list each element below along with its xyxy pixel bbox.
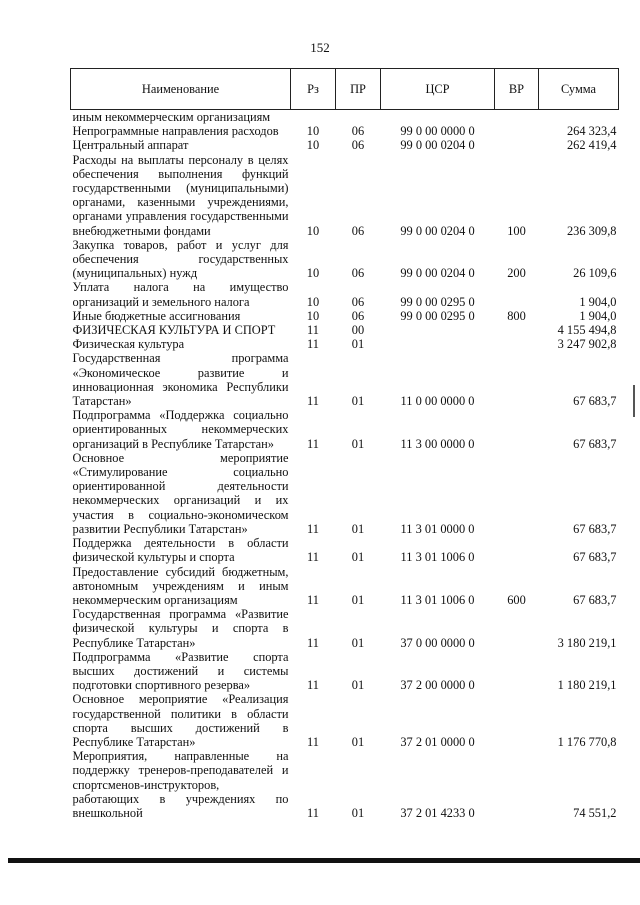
table-row — [71, 280, 619, 308]
cell-name: Предоставление субсидий бюджетным, автономным учреждениям и иным некоммерческим организациям — [72, 564, 289, 607]
table-row — [71, 337, 619, 351]
cell-csr: 37 0 00 0000 0 — [400, 635, 475, 650]
cell-vr — [495, 337, 539, 351]
cell-sum: 1 180 219,1 — [557, 678, 617, 693]
table-row — [71, 607, 619, 650]
table-row — [71, 749, 619, 820]
cell-rz: 11 — [307, 734, 319, 749]
cell-rz — [291, 110, 336, 125]
cell-sum — [539, 110, 619, 125]
header-csr: ЦСР — [381, 69, 495, 110]
cell-rz: 11 — [307, 323, 319, 338]
cell-name: Расходы на выплаты персоналу в целях обеспечения выполнения функций государственными (муниципальными) органами, казенными учреждениями, органами управления государственными внебюджетными фондами — [72, 152, 289, 238]
cell-sum: 67 683,7 — [573, 521, 617, 536]
cell-rz: 10 — [306, 294, 320, 309]
table-row — [71, 138, 619, 152]
table-row — [71, 650, 619, 693]
cell-csr: 99 0 00 0204 0 — [400, 138, 475, 153]
header-name: Наименование — [71, 69, 291, 110]
cell-csr: 99 0 00 0295 0 — [400, 294, 475, 309]
cell-pr: 01 — [351, 337, 365, 352]
cell-sum: 3 247 902,8 — [557, 337, 617, 352]
table-row — [71, 565, 619, 608]
cell-name: Закупка товаров, работ и услуг для обеспечения государственных (муниципальных) нужд — [72, 237, 289, 281]
cell-vr — [495, 749, 539, 820]
cell-rz: 11 — [307, 436, 319, 451]
cell-csr: 37 2 00 0000 0 — [400, 678, 475, 693]
cell-name: Иные бюджетные ассигнования — [72, 308, 241, 323]
cell-pr: 01 — [351, 394, 365, 409]
cell-vr: 200 — [507, 266, 526, 281]
table-header — [71, 69, 619, 110]
header-pr: ПР — [336, 69, 381, 110]
budget-table — [70, 68, 619, 820]
cell-sum: 3 180 219,1 — [557, 635, 617, 650]
cell-vr — [495, 536, 539, 564]
cell-name: Основное мероприятие «Стимулирование социально ориентированной деятельности некоммерческих организаций и их участия в социально-экономическом развитии Республики Татарстан» — [72, 450, 289, 536]
cell-pr: 01 — [351, 734, 365, 749]
cell-vr — [495, 280, 539, 308]
cell-csr: 99 0 00 0295 0 — [400, 308, 475, 323]
cell-vr — [495, 650, 539, 693]
cell-pr: 01 — [351, 592, 365, 607]
cell-name: Государственная программа «Развитие физической культуры и спорта в Республике Татарстан» — [72, 607, 289, 650]
cell-sum: 67 683,7 — [573, 550, 617, 565]
cell-csr: 11 3 01 1006 0 — [400, 592, 475, 607]
cell-csr — [381, 337, 495, 351]
cell-vr: 600 — [507, 592, 526, 607]
table-row — [71, 124, 619, 138]
cell-vr — [495, 110, 539, 125]
cell-rz: 11 — [307, 394, 319, 409]
cell-csr: 99 0 00 0204 0 — [400, 266, 475, 281]
page-number: 152 — [310, 40, 330, 55]
cell-rz: 10 — [306, 124, 320, 139]
cell-sum: 26 109,6 — [573, 266, 617, 281]
table-body — [71, 110, 619, 821]
cell-vr — [495, 408, 539, 451]
cell-sum: 67 683,7 — [573, 394, 617, 409]
cell-vr — [495, 323, 539, 337]
cell-pr: 01 — [351, 550, 365, 565]
cell-name: Непрограммные направления расходов — [72, 124, 279, 139]
cell-pr: 01 — [351, 635, 365, 650]
cell-sum: 262 419,4 — [566, 138, 617, 153]
table-row — [71, 692, 619, 749]
cell-sum: 1 904,0 — [579, 294, 617, 309]
cell-pr — [336, 110, 381, 125]
table-row — [71, 238, 619, 281]
cell-rz: 11 — [307, 550, 319, 565]
cell-csr: 11 3 00 0000 0 — [400, 436, 475, 451]
cell-sum: 236 309,8 — [566, 223, 617, 238]
cell-name: Физическая культура — [72, 337, 185, 352]
cell-name: Центральный аппарат — [72, 138, 189, 153]
cell-rz: 11 — [307, 337, 319, 352]
bottom-rule — [8, 858, 640, 863]
cell-rz: 11 — [307, 678, 319, 693]
cell-rz: 11 — [307, 521, 319, 536]
cell-vr: 100 — [507, 223, 526, 238]
cell-csr: 99 0 00 0204 0 — [400, 223, 475, 238]
cell-pr: 01 — [351, 805, 365, 820]
cell-sum: 74 551,2 — [573, 805, 617, 820]
cell-pr: 06 — [351, 308, 365, 323]
cell-csr: 11 0 00 0000 0 — [400, 394, 475, 409]
cell-vr — [495, 138, 539, 152]
cell-vr — [495, 351, 539, 408]
cell-name: иным некоммерческим организациям — [72, 110, 271, 124]
table-row — [71, 110, 619, 125]
cell-csr: 11 3 01 1006 0 — [400, 550, 475, 565]
cell-csr — [381, 323, 495, 337]
cell-sum: 1 176 770,8 — [557, 734, 617, 749]
table-row — [71, 408, 619, 451]
table-row — [71, 323, 619, 337]
cell-name: Подпрограмма «Поддержка социально ориентированных некоммерческих организаций в Республике Татарстан» — [72, 408, 289, 451]
table-row — [71, 536, 619, 564]
cell-rz: 10 — [306, 223, 320, 238]
cell-pr: 01 — [351, 436, 365, 451]
cell-name: Мероприятия, направленные на поддержку тренеров-преподавателей и спортсменов-инструкторов, работающих в учреждениях по внешкольной — [72, 749, 289, 820]
cell-csr: 99 0 00 0000 0 — [400, 124, 475, 139]
cell-csr: 11 3 01 0000 0 — [400, 521, 475, 536]
cell-pr: 00 — [351, 323, 365, 338]
cell-pr: 06 — [351, 124, 365, 139]
cell-pr: 06 — [351, 223, 365, 238]
cell-rz: 10 — [306, 138, 320, 153]
cell-vr — [495, 124, 539, 138]
cell-rz: 11 — [307, 805, 319, 820]
cell-sum: 1 904,0 — [579, 308, 617, 323]
cell-vr — [495, 692, 539, 749]
header-rz: Рз — [291, 69, 336, 110]
cell-sum: 4 155 494,8 — [557, 323, 617, 338]
cell-vr — [495, 451, 539, 536]
cell-sum: 264 323,4 — [566, 124, 617, 139]
cell-rz: 10 — [306, 266, 320, 281]
cell-name: Уплата налога на имущество организаций и земельного налога — [72, 280, 289, 309]
cell-vr — [495, 607, 539, 650]
cell-sum: 67 683,7 — [573, 592, 617, 607]
cell-pr: 06 — [351, 266, 365, 281]
table-row — [71, 451, 619, 536]
cell-name: ФИЗИЧЕСКАЯ КУЛЬТУРА И СПОРТ — [72, 323, 276, 338]
table-row — [71, 351, 619, 408]
cell-pr: 06 — [351, 138, 365, 153]
cell-name: Поддержка деятельности в области физической культуры и спорта — [72, 536, 289, 565]
cell-vr: 800 — [507, 308, 526, 323]
cell-csr: 37 2 01 4233 0 — [400, 805, 475, 820]
cell-pr: 06 — [351, 294, 365, 309]
header-vr: ВР — [495, 69, 539, 110]
scan-mark — [633, 385, 635, 417]
cell-rz: 11 — [307, 635, 319, 650]
cell-name: Основное мероприятие «Реализация государственной политики в области спорта высших достижений в Республике Татарстан» — [72, 692, 289, 749]
cell-name: Подпрограмма «Развитие спорта высших достижений и системы подготовки спортивного резерва» — [72, 649, 289, 693]
cell-csr: 37 2 01 0000 0 — [400, 734, 475, 749]
cell-rz: 11 — [307, 592, 319, 607]
table-row — [71, 309, 619, 323]
cell-pr: 01 — [351, 678, 365, 693]
cell-csr — [381, 110, 495, 125]
cell-sum: 67 683,7 — [573, 436, 617, 451]
cell-rz: 10 — [306, 308, 320, 323]
cell-pr: 01 — [351, 521, 365, 536]
table-row — [71, 153, 619, 238]
header-sum: Сумма — [539, 69, 619, 110]
cell-name: Государственная программа «Экономическое развитие и инновационная экономика Республики Татарстан» — [72, 351, 289, 409]
